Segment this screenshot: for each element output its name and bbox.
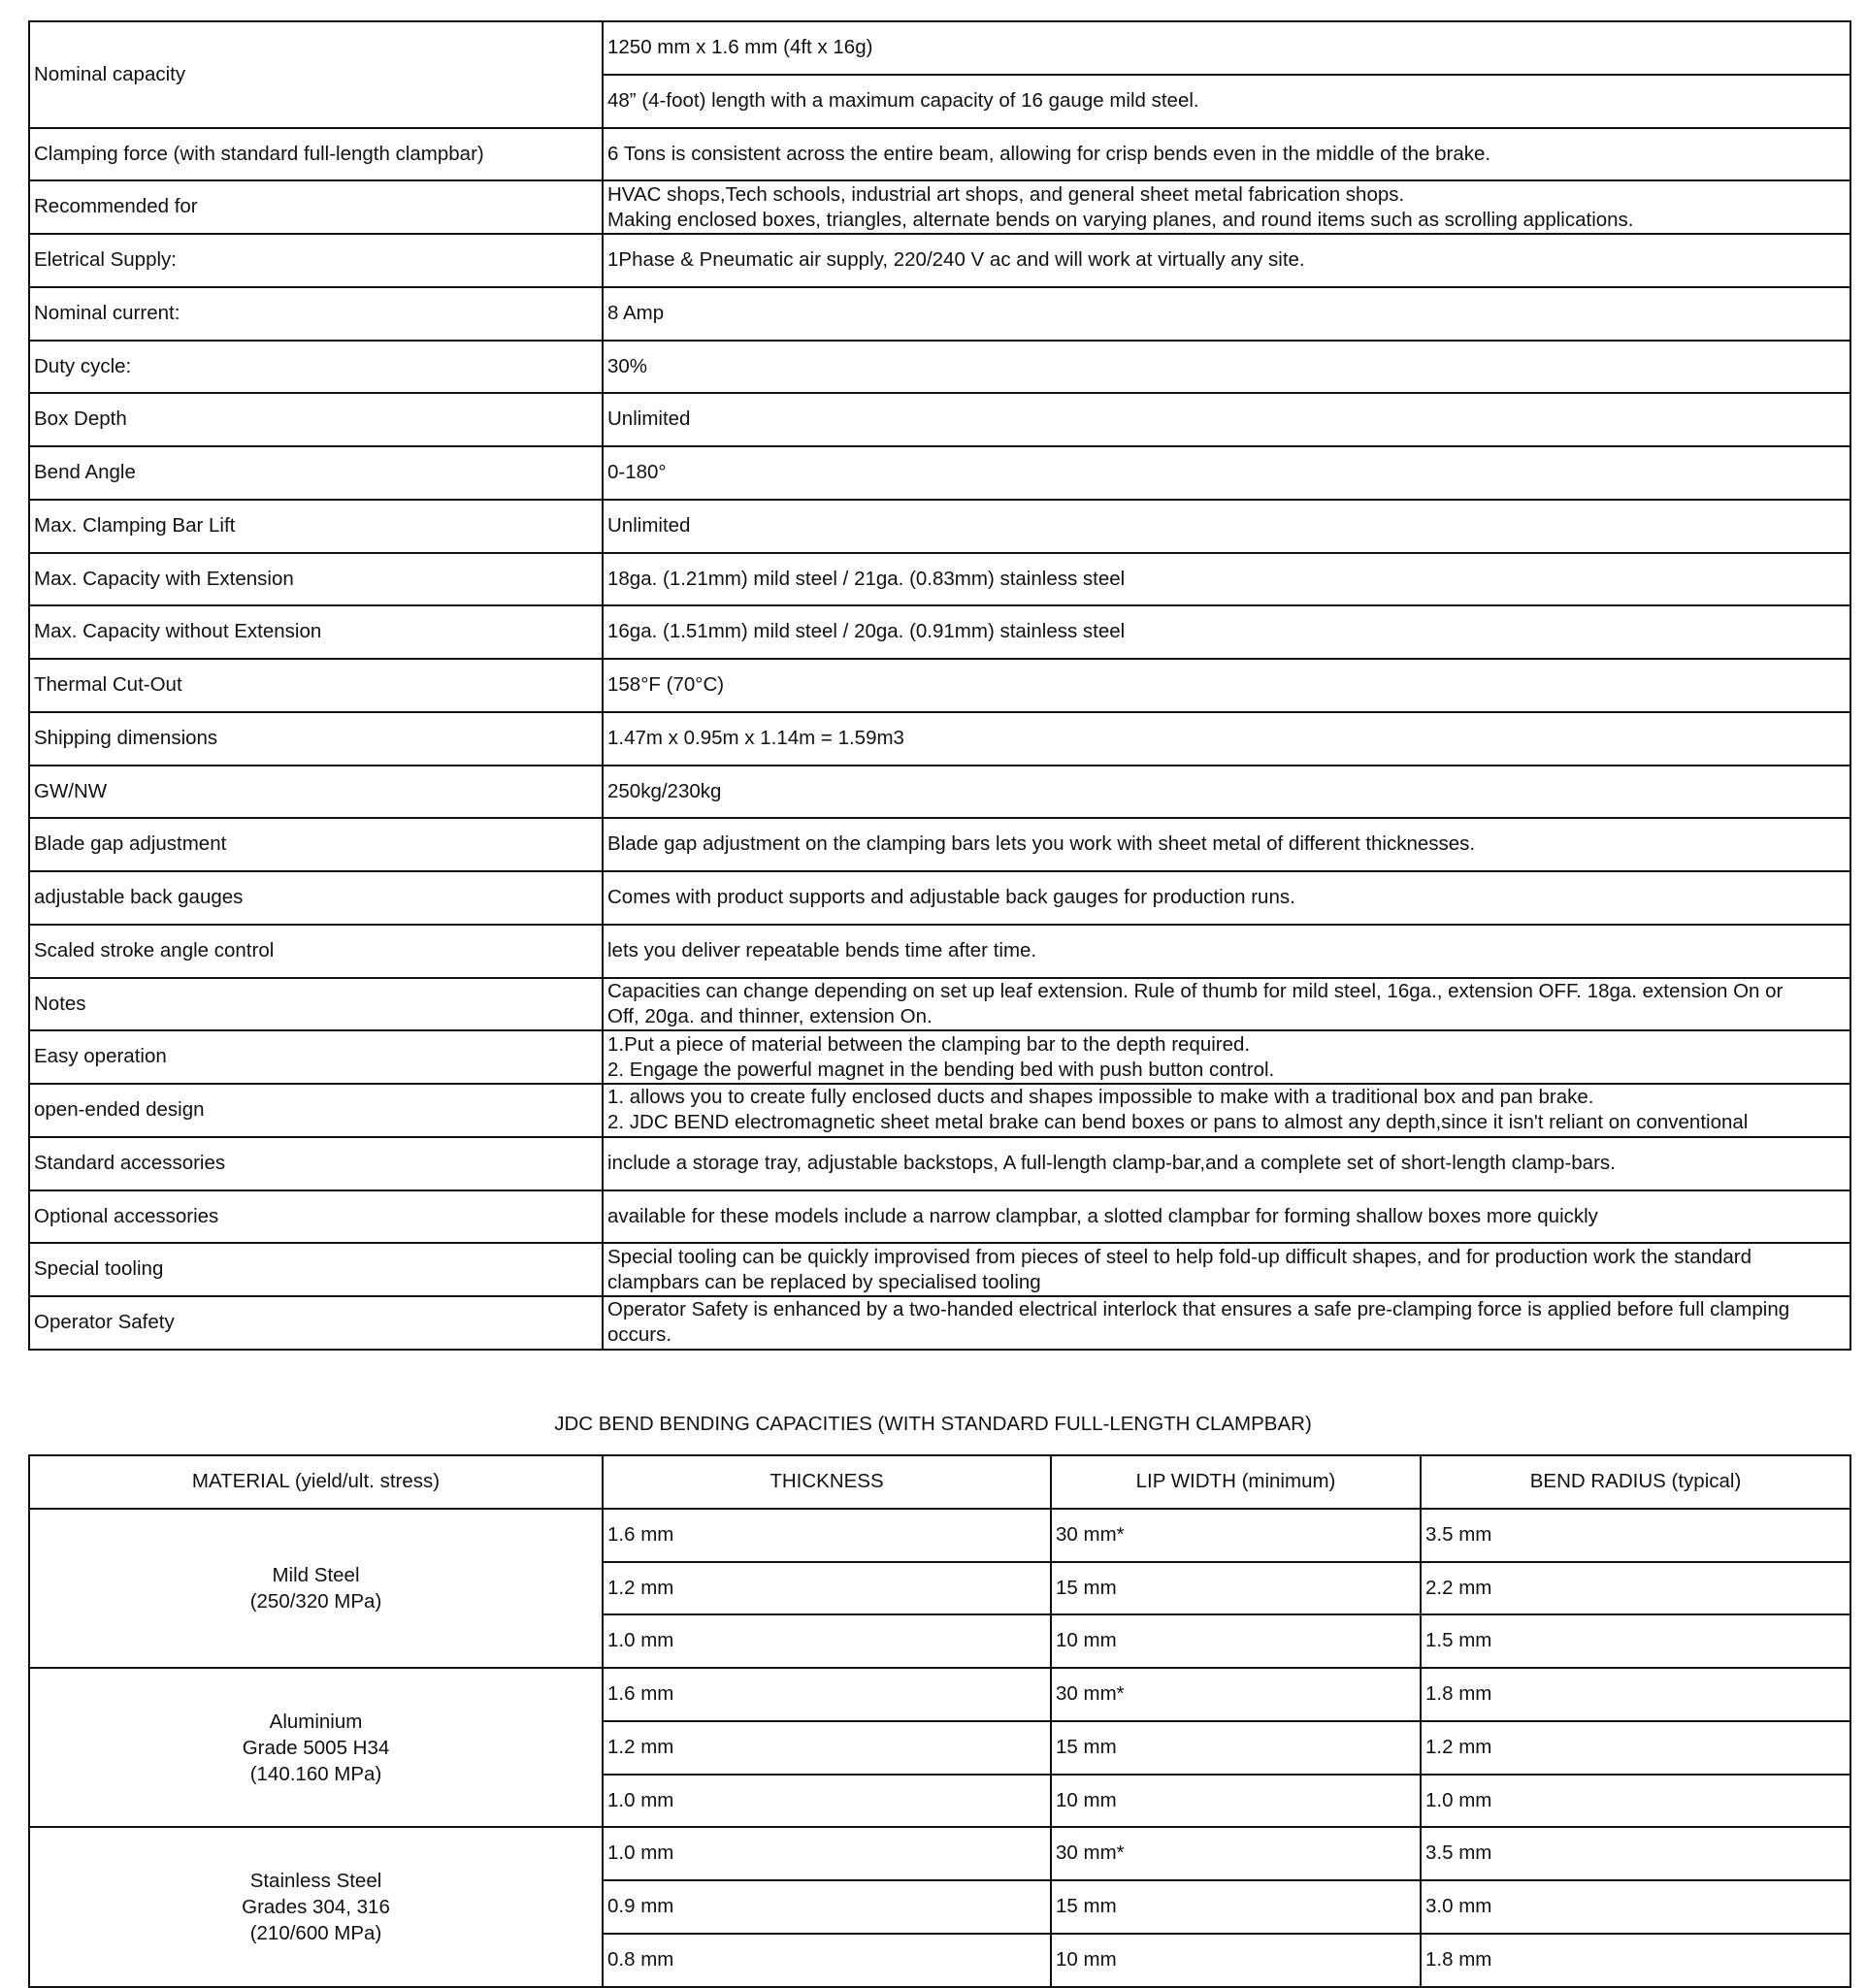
spec-row — [29, 659, 1850, 712]
bend-radius-cell: 3.5 mm — [1421, 1509, 1850, 1562]
spec-value-line: Capacities can change depending on set up leaf extension. Rule of thumb for mild steel, 16ga., extension OFF. 18ga. extension On or — [607, 979, 1784, 1002]
bend-radius-cell: 3.0 mm — [1421, 1880, 1850, 1934]
spec-value-line: 250kg/230kg — [607, 779, 722, 802]
spec-value — [603, 1137, 1850, 1190]
spec-value-line: 1Phase & Pneumatic air supply, 220/240 V ac and will work at virtually any site. — [607, 248, 1305, 272]
thickness-cell: 1.0 mm — [603, 1614, 1051, 1668]
thickness-cell: 0.8 mm — [603, 1934, 1051, 1987]
bend-radius-cell: 1.5 mm — [1421, 1614, 1850, 1668]
spec-row — [29, 712, 1850, 766]
spec-row — [29, 341, 1850, 394]
spec-label: Nominal capacity — [29, 21, 603, 128]
material-name-line: Mild Steel — [272, 1563, 360, 1586]
spec-value — [603, 1030, 1850, 1084]
spec-label: Standard accessories — [29, 1137, 603, 1190]
spec-value — [603, 659, 1850, 712]
spec-value-line: 18ga. (1.21mm) mild steel / 21ga. (0.83mm) stainless steel — [607, 567, 1126, 590]
spec-row — [29, 287, 1850, 341]
spec-value-line: Comes with product supports and adjustable back gauges for production runs. — [607, 886, 1295, 909]
lip-width-cell: 15 mm — [1051, 1721, 1421, 1775]
material-name-line: Stainless Steel — [249, 1869, 382, 1892]
spec-value — [603, 818, 1850, 871]
bend-radius-cell: 1.0 mm — [1421, 1775, 1850, 1828]
spec-value-line: Special tooling can be quickly improvised from pieces of steel to help fold-up difficult shapes, and for production work the standard — [607, 1245, 1752, 1268]
spec-value-line: 2. JDC BEND electromagnetic sheet metal brake can bend boxes or pans to almost any depth,since it isn't reliant on conventional — [607, 1111, 1749, 1134]
spec-value-line: lets you deliver repeatable bends time after time. — [607, 938, 1037, 961]
spec-value-line: 16ga. (1.51mm) mild steel / 20ga. (0.91mm) stainless steel — [607, 620, 1126, 643]
thickness-cell: 1.2 mm — [603, 1721, 1051, 1775]
spec-value — [603, 180, 1850, 234]
spec-value — [603, 287, 1850, 341]
capacity-row — [29, 1827, 1850, 1880]
spec-value-line: occurs. — [607, 1323, 672, 1347]
spec-value-line: 1.Put a piece of material between the clamping bar to the depth required. — [607, 1032, 1251, 1056]
thickness-cell: 1.0 mm — [603, 1775, 1051, 1828]
spec-value — [603, 341, 1850, 394]
spec-row — [29, 128, 1850, 181]
material-name-line: (140.160 MPa) — [249, 1762, 382, 1785]
spec-value — [603, 871, 1850, 925]
spec-label: Optional accessories — [29, 1190, 603, 1244]
spec-value-line: 1.47m x 0.95m x 1.14m = 1.59m3 — [607, 726, 904, 749]
spec-value-line: Blade gap adjustment on the clamping bars lets you work with sheet metal of different thicknesses. — [607, 832, 1476, 856]
spec-label: Duty cycle: — [29, 341, 603, 394]
bending-capacities-table — [28, 1454, 1851, 1988]
spec-label: Max. Capacity without Extension — [29, 605, 603, 659]
thickness-cell: 0.9 mm — [603, 1880, 1051, 1934]
lip-width-cell: 15 mm — [1051, 1880, 1421, 1934]
spec-value-line: 2. Engage the powerful magnet in the bending bed with push button control. — [607, 1058, 1275, 1081]
spec-label: Shipping dimensions — [29, 712, 603, 766]
spec-value — [603, 234, 1850, 287]
spec-row — [29, 180, 1850, 234]
spec-label: Operator Safety — [29, 1296, 603, 1350]
spec-value — [603, 553, 1850, 606]
spec-label: Max. Capacity with Extension — [29, 553, 603, 606]
lip-width-cell: 15 mm — [1051, 1562, 1421, 1615]
spec-value-line: include a storage tray, adjustable backstops, A full-length clamp-bar,and a complete set of short-length clamp-bars. — [607, 1151, 1616, 1174]
lip-width-cell: 30 mm* — [1051, 1509, 1421, 1562]
header-material: MATERIAL (yield/ult. stress) — [29, 1455, 603, 1509]
spec-row — [29, 1030, 1850, 1084]
spec-value — [603, 766, 1850, 819]
bend-radius-cell: 3.5 mm — [1421, 1827, 1850, 1880]
bend-radius-cell: 1.2 mm — [1421, 1721, 1850, 1775]
spec-row — [29, 1190, 1850, 1244]
bend-radius-cell: 1.8 mm — [1421, 1668, 1850, 1721]
spec-row — [29, 1137, 1850, 1190]
spec-value — [603, 978, 1850, 1031]
spec-label: Special tooling — [29, 1243, 603, 1296]
spec-row — [29, 500, 1850, 553]
spec-value — [603, 1296, 1850, 1350]
spec-row — [29, 393, 1850, 446]
lip-width-cell: 10 mm — [1051, 1934, 1421, 1987]
header-bend-radius: BEND RADIUS (typical) — [1421, 1455, 1850, 1509]
spec-label: Scaled stroke angle control — [29, 925, 603, 978]
spec-value-line: 8 Amp — [607, 301, 665, 324]
lip-width-cell: 30 mm* — [1051, 1668, 1421, 1721]
spec-label: Easy operation — [29, 1030, 603, 1084]
capacity-row — [29, 1509, 1850, 1562]
header-lip-width: LIP WIDTH (minimum) — [1051, 1455, 1421, 1509]
header-thickness: THICKNESS — [603, 1455, 1051, 1509]
spec-value-line: 158°F (70°C) — [607, 673, 725, 697]
thickness-cell: 1.6 mm — [603, 1509, 1051, 1562]
thickness-cell: 1.6 mm — [603, 1668, 1051, 1721]
spec-value: 1250 mm x 1.6 mm (4ft x 16g) — [603, 21, 1850, 75]
spec-row — [29, 978, 1850, 1031]
bend-radius-cell: 2.2 mm — [1421, 1562, 1850, 1615]
material-cell — [29, 1668, 603, 1827]
lip-width-cell: 10 mm — [1051, 1614, 1421, 1668]
spec-row — [29, 1243, 1850, 1296]
spec-label: Notes — [29, 978, 603, 1031]
spec-value — [603, 925, 1850, 978]
material-name-line: Aluminium — [269, 1710, 363, 1733]
spec-value-line: Making enclosed boxes, triangles, alternate bends on varying planes, and round items such as scrolling applications. — [607, 208, 1634, 231]
spec-value — [603, 446, 1850, 500]
spec-value-line: HVAC shops,Tech schools, industrial art shops, and general sheet metal fabrication shops. — [607, 182, 1405, 206]
spec-value-line: 30% — [607, 354, 648, 377]
spec-value — [603, 1084, 1850, 1137]
thickness-cell: 1.2 mm — [603, 1562, 1051, 1615]
bend-radius-cell: 1.8 mm — [1421, 1934, 1850, 1987]
spec-label: Eletrical Supply: — [29, 234, 603, 287]
spec-value-line: Off, 20ga. and thinner, extension On. — [607, 1004, 933, 1027]
material-name-line: Grade 5005 H34 — [242, 1736, 390, 1759]
spec-row — [29, 925, 1850, 978]
spec-value — [603, 128, 1850, 181]
spec-row — [29, 1084, 1850, 1137]
spec-value-line: 0-180° — [607, 461, 667, 484]
thickness-cell: 1.0 mm — [603, 1827, 1051, 1880]
spec-label: Clamping force (with standard full-length clampbar) — [29, 128, 603, 181]
spec-value-line: Unlimited — [607, 513, 691, 537]
capacities-title: JDC BEND BENDING CAPACITIES (WITH STANDARD FULL-LENGTH CLAMPBAR) — [554, 1413, 1312, 1435]
spec-value-line: available for these models include a narrow clampbar, a slotted clampbar for forming shallow boxes more quickly — [607, 1204, 1598, 1227]
spec-value — [603, 605, 1850, 659]
spec-label: open-ended design — [29, 1084, 603, 1137]
lip-width-cell: 10 mm — [1051, 1775, 1421, 1828]
spec-value-line: clampbars can be replaced by specialised tooling — [607, 1270, 1041, 1293]
spec-value-line: 1. allows you to create fully enclosed ducts and shapes impossible to make with a traditional box and pan brake. — [607, 1086, 1594, 1109]
material-cell — [29, 1827, 603, 1986]
spec-row — [29, 818, 1850, 871]
spec-value — [603, 500, 1850, 553]
spec-row — [29, 605, 1850, 659]
spec-label: Nominal current: — [29, 287, 603, 341]
material-name-line: Grades 304, 316 — [242, 1895, 390, 1918]
spec-row — [29, 766, 1850, 819]
spec-label: Thermal Cut-Out — [29, 659, 603, 712]
spec-row — [29, 871, 1850, 925]
spec-value — [603, 393, 1850, 446]
spec-row — [29, 1296, 1850, 1350]
spec-value: 48” (4-foot) length with a maximum capacity of 16 gauge mild steel. — [603, 75, 1850, 128]
material-cell — [29, 1509, 603, 1668]
capacities-header-row — [29, 1455, 1850, 1509]
spec-row — [29, 553, 1850, 606]
spec-value — [603, 712, 1850, 766]
spec-label: GW/NW — [29, 766, 603, 819]
spec-value — [603, 1190, 1850, 1244]
specifications-table — [28, 20, 1851, 1351]
spec-row — [29, 446, 1850, 500]
spec-label: adjustable back gauges — [29, 871, 603, 925]
spec-value-line: Operator Safety is enhanced by a two-handed electrical interlock that ensures a safe pre-clamping force is applied before full clamping — [607, 1298, 1790, 1321]
capacity-row — [29, 1668, 1850, 1721]
spec-value-line: 6 Tons is consistent across the entire beam, allowing for crisp bends even in the middle of the brake. — [607, 142, 1491, 165]
spec-value-line: Unlimited — [607, 407, 691, 431]
spec-label: Max. Clamping Bar Lift — [29, 500, 603, 553]
spec-label: Box Depth — [29, 393, 603, 446]
lip-width-cell: 30 mm* — [1051, 1827, 1421, 1880]
spec-label: Recommended for — [29, 180, 603, 234]
spec-row-nominal-capacity — [29, 21, 1850, 75]
spec-label: Bend Angle — [29, 446, 603, 500]
spec-row — [29, 234, 1850, 287]
material-name-line: (250/320 MPa) — [249, 1589, 382, 1613]
spec-label: Blade gap adjustment — [29, 818, 603, 871]
spec-value — [603, 1243, 1850, 1296]
material-name-line: (210/600 MPa) — [249, 1921, 382, 1944]
